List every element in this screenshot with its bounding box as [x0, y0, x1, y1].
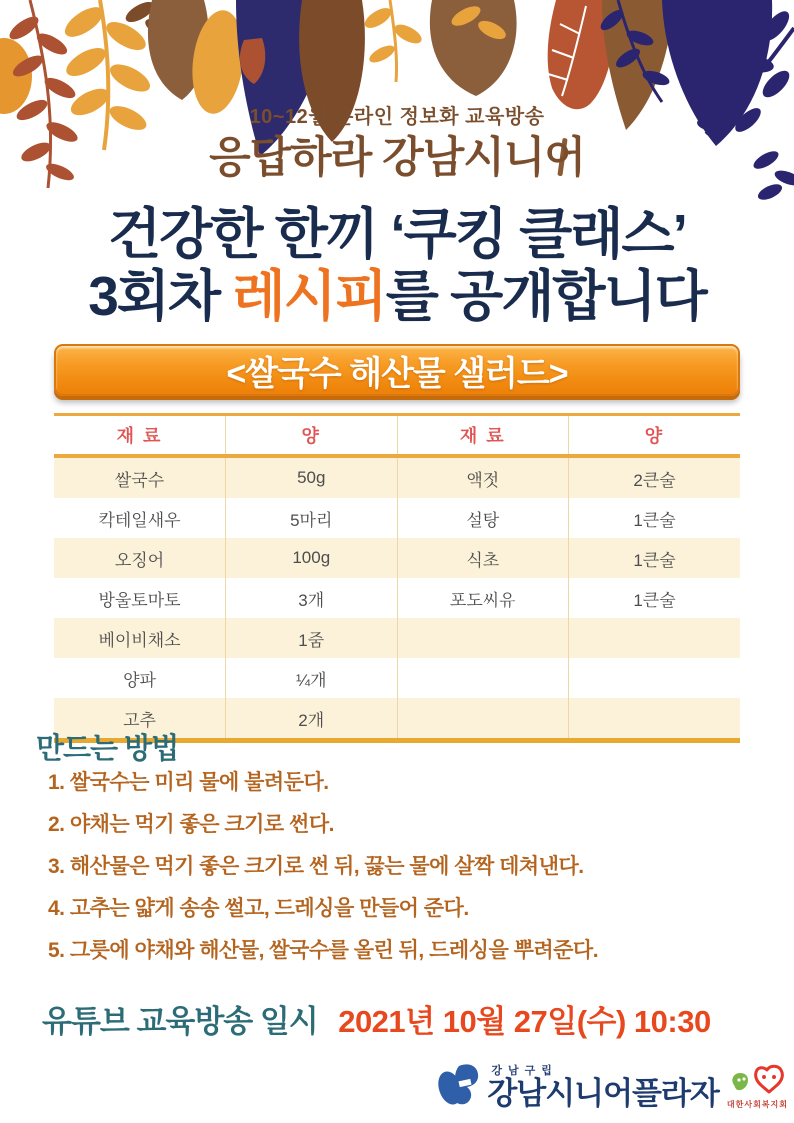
table-header-cell: 재 료	[397, 415, 569, 457]
table-header-cell: 재 료	[54, 415, 226, 457]
method-heading: 만드는 방법	[36, 733, 179, 765]
table-cell: 포도씨유	[397, 578, 569, 618]
ingredients-table	[54, 413, 740, 743]
table-row	[54, 658, 740, 698]
table-row	[54, 456, 740, 498]
table-header-row	[54, 415, 740, 457]
table-cell	[397, 618, 569, 658]
table-cell: 고추	[123, 710, 156, 730]
title-line2-highlight: 레시피	[232, 265, 386, 327]
title-line2-suffix: 를 공개합니다	[385, 265, 706, 327]
method-steps	[48, 772, 758, 982]
table-cell	[397, 698, 569, 741]
welfare-hearts-icon	[728, 1063, 786, 1101]
org-name-label: 강남시니어플라자	[487, 1076, 719, 1111]
table-cell: 1줌	[226, 618, 398, 658]
table-cell: 설탕	[397, 498, 569, 538]
program-title: 응답하라 강남시니어	[209, 134, 585, 182]
recipe-banner	[54, 344, 740, 396]
main-title-line1: 건강한 한끼 ‘쿠킹 클래스’	[108, 203, 686, 265]
table-row	[54, 538, 740, 578]
footer	[435, 1060, 788, 1110]
table-cell	[569, 618, 741, 658]
org-text	[487, 1062, 719, 1110]
method-step: 4. 고추는 얇게 송송 썰고, 드레싱을 만들어 준다.	[48, 897, 469, 920]
table-row	[54, 498, 740, 538]
table-cell: 1큰술	[569, 498, 741, 538]
gangnam-senior-plaza-logo	[435, 1060, 719, 1110]
table-cell: 1큰술	[569, 578, 741, 618]
table-cell: 오징어	[114, 550, 165, 570]
table-header-cell: 양	[226, 415, 398, 457]
table-cell: 100g	[226, 538, 398, 578]
table-cell: 2개	[226, 698, 398, 741]
gangnam-logo-icon	[435, 1060, 481, 1108]
recipe-banner-label: <쌀국수 해산물 샐러드>	[226, 354, 568, 393]
table-row	[54, 618, 740, 658]
table-header-cell: 양	[569, 415, 741, 457]
table-cell: 양파	[123, 670, 156, 690]
method-step: 3. 해산물은 먹기 좋은 크기로 썬 뒤, 끓는 물에 살짝 데쳐낸다.	[48, 855, 584, 878]
table-cell: 1큰술	[569, 538, 741, 578]
table-cell: 5마리	[226, 498, 398, 538]
korea-welfare-society-logo	[727, 1063, 788, 1110]
ingredients-tbody	[54, 456, 740, 741]
table-cell	[569, 698, 741, 741]
table-row	[54, 578, 740, 618]
method-step: 2. 야채는 먹기 좋은 크기로 썬다.	[48, 813, 334, 836]
table-cell	[397, 658, 569, 698]
table-cell: ¼개	[226, 658, 398, 698]
program-subtitle: 10~12월 온라인 정보화 교육방송	[249, 106, 545, 128]
table-cell: 방울토마토	[98, 590, 181, 610]
broadcast-datetime: 2021년 10월 27일(수) 10:30	[338, 1004, 711, 1039]
method-step: 1. 쌀국수는 미리 물에 불려둔다.	[48, 771, 329, 794]
table-cell: 3개	[226, 578, 398, 618]
table-cell: 50g	[226, 456, 398, 498]
table-cell: 2큰술	[569, 456, 741, 498]
table-cell: 칵테일새우	[98, 510, 181, 530]
partner-name-label: 대한사회복지회	[726, 1100, 788, 1109]
method-step: 5. 그릇에 야채와 해산물, 쌀국수를 올린 뒤, 드레싱을 뿌려준다.	[48, 939, 599, 962]
ingredients-table-wrap	[54, 413, 740, 743]
org-small-label: 강남구립	[491, 1065, 558, 1077]
broadcast-info	[42, 996, 711, 1041]
table-cell: 액젓	[397, 456, 569, 498]
table-cell: 베이비채소	[98, 630, 181, 650]
broadcast-label: 유튜브 교육방송 일시	[42, 1004, 318, 1039]
title-line2-prefix: 3회차	[88, 265, 233, 327]
main-title-line2	[0, 252, 794, 331]
table-cell: 쌀국수	[114, 470, 165, 490]
table-cell: 식초	[397, 538, 569, 578]
table-cell	[569, 658, 741, 698]
